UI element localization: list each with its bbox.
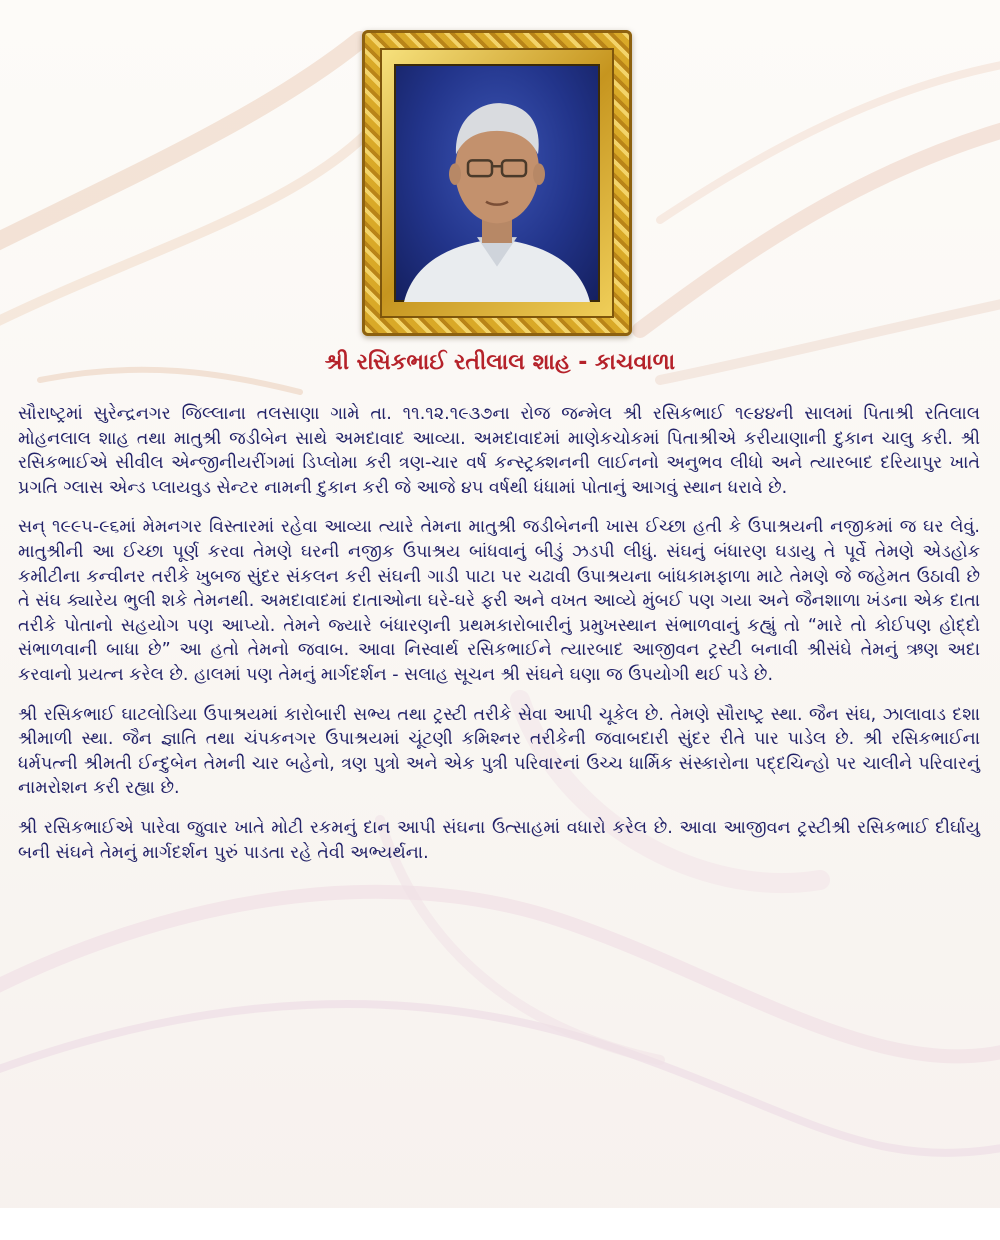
paragraph: સૌરાષ્ટ્રમાં સુરેન્દ્રનગર જિલ્લાના તલસાણા ગામે તા. ૧૧.૧૨.૧૯૩૭ના રોજ જન્મેલ શ્રી રસિકભાઈ ૧૯૪૪ની સાલમાં પિતાશ્રી રતિલાલ મોહનલાલ શાહ તથા માતુશ્રી જડીબેન સાથે અમદાવાદ આવ્યા. અમદાવાદમાં માણેકચોકમાં પિતાશ્રીએ કરીયાણાની દુકાન ચાલુ કરી. શ્રી રસિકભાઈએ સીવીલ એન્જીનીયરીંગમાં ડિપ્લોમા કરી ત્રણ-ચાર વર્ષ કન્સ્ટ્રક્શનની લાઈનનો અનુભવ લીધો અને ત્યારબાદ દરિયાપુર ખાતે પ્રગતિ ગ્લાસ એન્ડ પ્લાયવુડ સેન્ટર નામની દુકાન કરી જે આજે ૪૫ વર્ષથી ધંધામાં પોતાનું આગવું સ્થાન ધરાવે છે. — [18, 404, 980, 498]
portrait-frame — [362, 30, 632, 336]
portrait-frame-inner-border — [380, 48, 614, 318]
portrait-photo — [394, 64, 600, 302]
paragraph: સન્ ૧૯૯૫-૯૬માં મેમનગર વિસ્તારમાં રહેવા આવ્યા ત્યારે તેમના માતુશ્રી જડીબેનની ખાસ ઈચ્છા હતી કે ઉપાશ્રયની નજીકમાં જ ઘર લેવું. માતુશ્રીની આ ઈચ્છા પૂર્ણ કરવા તેમણે ઘરની નજીક ઉપાશ્રય બાંધવાનું બીડું ઝડપી લીધું. સંઘનું બંધારણ ઘડાયુ તે પૂર્વે તેમણે એડહોક કમીટીના કન્વીનર તરીકે ખુબજ સુંદર સંકલન કરી સંઘની ગાડી પાટા પર ચઢાવી ઉપાશ્રયના બાંધકામફાળા માટે તેમણે જે જહેમત ઉઠાવી છે તે સંઘ ક્યારેય ભુલી શકે તેમનથી. અમદાવાદમાં દાતાઓના ઘરે-ઘરે ફરી અને વખત આવ્યે મુંબઈ પણ ગયા અને જૈનશાળા ખંડના એક દાતા તરીકે પોતાનો સહયોગ પણ આપ્યો. તેમને જ્યારે બંધારણની પ્રથમકારોબારીનું પ્રમુખસ્થાન સંભાળવાનું કહ્યું તો “મારે તો કોઈપણ હોદ્દો સંભાળવાની બાધા છે” આ હતો તેમનો જવાબ. આવા નિસ્વાર્થ રસિકભાઈને ત્યારબાદ આજીવન ટ્રસ્ટી બનાવી શ્રીસંઘે તેમનું ઋણ અદા કરવાનો પ્રયત્ન કરેલ છે. હાલમાં પણ તેમનું માર્ગદર્શન - સલાહ સૂચન શ્રી સંઘને ઘણા જ ઉપયોગી થઈ પડે છે. — [18, 517, 980, 685]
paragraph: શ્રી રસિકભાઈ ઘાટલોડિયા ઉપાશ્રયમાં કારોબારી સભ્ય તથા ટ્રસ્ટી તરીકે સેવા આપી ચૂકેલ છે. તેમણે સૌરાષ્ટ્ર સ્થા. જૈન સંઘ, ઝાલાવાડ દશા શ્રીમાળી સ્થા. જૈન જ્ઞાતિ તથા ચંપકનગર ઉપાશ્રયમાં ચૂંટણી કમિશ્નર તરીકેની જવાબદારી સુંદર રીતે પાર પાડેલ છે. શ્રી રસિકભાઈના ધર્મપત્ની શ્રીમતી ઈન્દુબેન તેમની ચાર બહેનો, ત્રણ પુત્રો અને એક પુત્રી પરિવારનાં ઉચ્ચ ધાર્મિક સંસ્કારોના પદ્દચિન્હો પર ચાલીને પરિવારનું નામરોશન કરી રહ્યા છે. — [18, 704, 980, 799]
person-name-heading: શ્રી રસિકભાઈ રતીલાલ શાહ - કાચવાળા — [324, 350, 676, 375]
paragraph: શ્રી રસિકભાઈએ પારેવા જુવાર ખાતે મોટી રકમનું દાન આપી સંઘના ઉત્સાહમાં વધારો કરેલ છે. આવા આજીવન ટ્રસ્ટીશ્રી રસિકભાઈ દીર્ઘાયુ બની સંઘને તેમનું માર્ગદર્શન પુરું પાડતા રહે તેવી અભ્યર્થના. — [18, 817, 980, 863]
page-bottom-margin — [0, 1208, 1000, 1240]
biography-text — [18, 402, 980, 880]
